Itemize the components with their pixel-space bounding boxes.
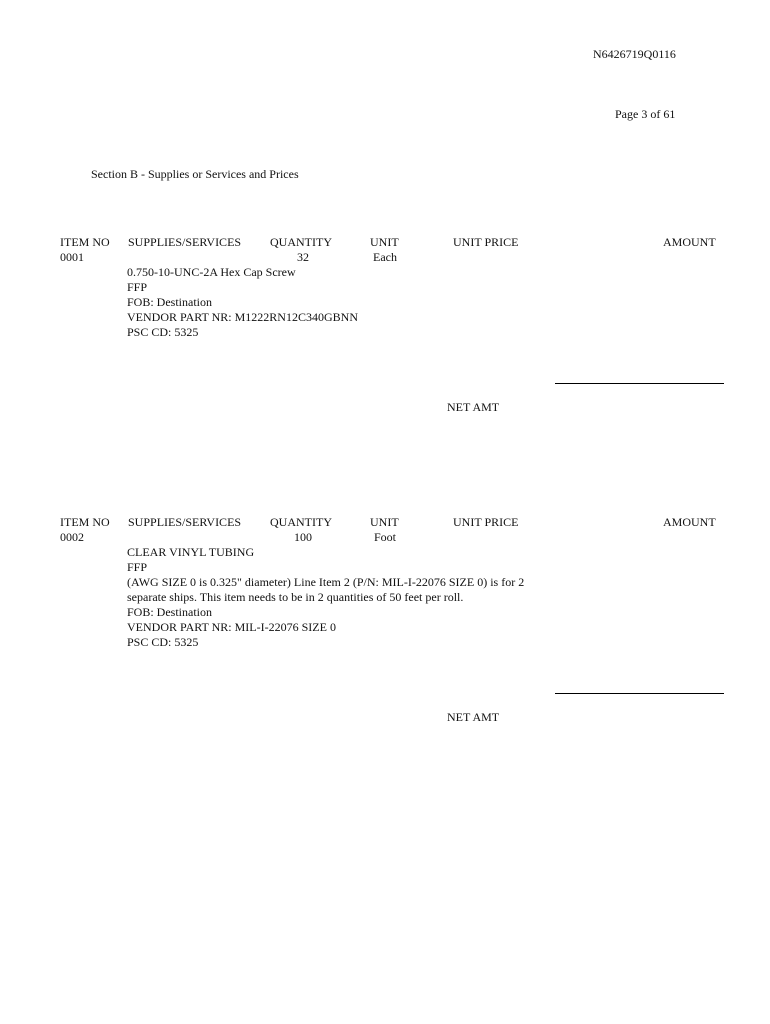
column-header-item-no: ITEM NO [60,235,110,249]
column-header-unit: UNIT [370,515,399,529]
item-unit: Foot [373,530,396,544]
description-line: CLEAR VINYL TUBING [127,545,255,559]
description-line: 0.750-10-UNC-2A Hex Cap Screw [127,265,296,279]
amount-rule [555,693,724,694]
item-description [127,265,358,340]
column-header-quantity: QUANTITY [270,515,332,529]
column-header-item-no: ITEM NO [60,515,110,529]
description-line: VENDOR PART NR: MIL-I-22076 SIZE 0 [127,620,336,634]
item-number: 0002 [60,530,84,544]
description-line: FOB: Destination [127,295,213,309]
page-number: Page 3 of 61 [615,107,676,121]
description-line: VENDOR PART NR: M1222RN12C340GBNN [127,310,358,324]
description-line: (AWG SIZE 0 is 0.325" diameter) Line Item 2 (P/N: MIL-I-22076 SIZE 0) is for 2 [127,575,525,589]
section-title: Section B - Supplies or Services and Prices [91,167,299,181]
column-header-unit-price: UNIT PRICE [453,515,519,529]
column-header-unit: UNIT [370,235,399,249]
document-number: N6426719Q0116 [593,47,676,61]
column-header-amount: AMOUNT [663,235,716,249]
column-header-supplies: SUPPLIES/SERVICES [128,515,242,529]
column-header-supplies: SUPPLIES/SERVICES [128,235,242,249]
amount-rule [555,383,724,384]
item-number: 0001 [60,250,84,264]
description-line: FFP [127,560,148,574]
description-line: separate ships. This item needs to be in 2 quantities of 50 feet per roll. [127,590,464,604]
description-line: PSC CD: 5325 [127,325,199,339]
item-description [127,545,524,650]
item-quantity: 100 [294,530,312,544]
description-line: FOB: Destination [127,605,213,619]
net-amount-label: NET AMT [447,710,500,724]
column-header-quantity: QUANTITY [270,235,332,249]
description-line: PSC CD: 5325 [127,635,199,649]
item-quantity: 32 [297,250,309,264]
item-unit: Each [373,250,397,264]
net-amount-label: NET AMT [447,400,500,414]
column-header-amount: AMOUNT [663,515,716,529]
column-header-unit-price: UNIT PRICE [453,235,519,249]
description-line: FFP [127,280,148,294]
